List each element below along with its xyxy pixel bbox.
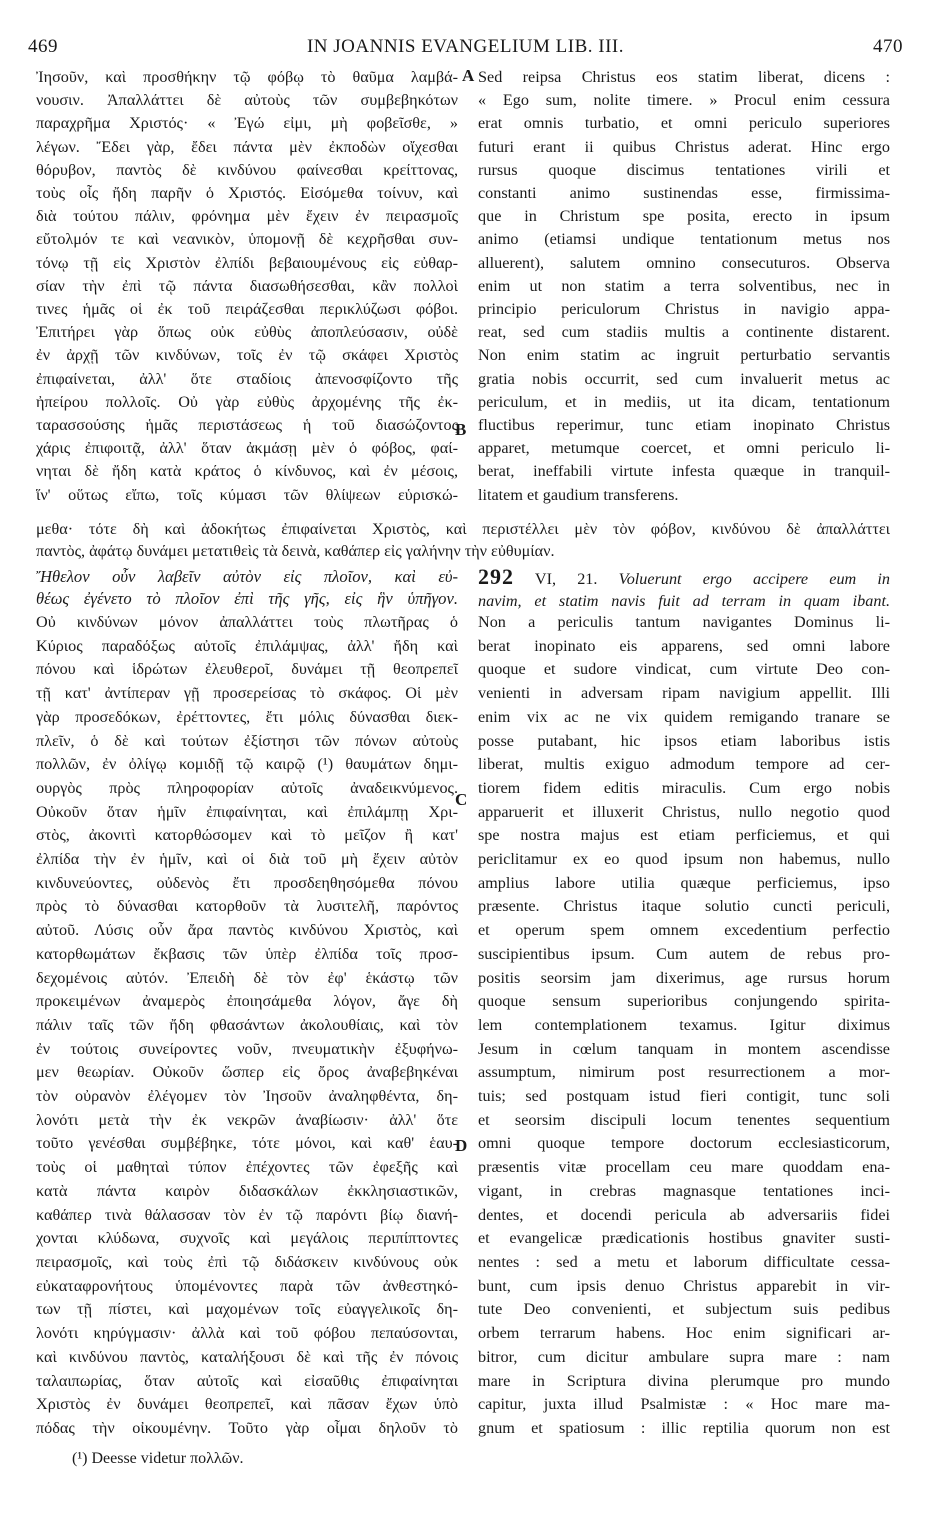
text-line: ἠπείρου πολλοῖς. Οὐ γὰρ εὐθὺς ἀρχομένης τῆς ἐκ- — [36, 392, 458, 411]
text-line: κατὰ πάντα καιρὸν διδασκάλων ἐκκλησιαστικῶν, — [36, 1181, 458, 1200]
text-line: rursus quoque discimus tentationes virili et — [478, 160, 890, 179]
text-line: enim ut non statim a terra solventibus, nec in — [478, 276, 890, 295]
text-line: fluctibus reperimur, tunc etiam inopinato Christus — [478, 416, 890, 435]
greek-lemma-line: Ἤθελον οὖν λαβεῖν αὐτὸν εἰς πλοῖον, καὶ εὐ- — [36, 567, 458, 586]
text-line: δεχομένοις αὐτόν. Ἐπειδὴ δὲ τὸν ἐφ' ἑκάστῳ τῶν — [36, 968, 458, 987]
text-line: periclitamur ex eo quod ipsum non habemus, nullo — [478, 850, 890, 869]
text-line: gratia nobis occurrit, sed cum invaluerit metus ac — [478, 369, 890, 388]
text-line: præsentis vitæ procellam ceu mare quoddam ena- — [478, 1158, 890, 1177]
greek-lemma — [36, 566, 458, 610]
text-line: ἵν' οὕτως εἴπω, τοῖς κύμασι τῶν θλίψεων εὑρισκώ- — [36, 485, 458, 504]
text-line: Ἰησοῦν, καὶ προσθήκην τῷ φόβῳ τὸ θαῦμα λαμβά- — [36, 68, 458, 86]
text-line: alluerent), salutem omnino consecuturos. Observa — [478, 253, 890, 272]
text-line: εὐκαταφρονήτους ὑπομένοντες παρὰ τῶν ἀνθεστηκό- — [36, 1276, 458, 1295]
text-line: Κύριος παραδόξως αὐτοῖς ἐπιλάμψας, ἀλλ' ἤδη καὶ — [36, 636, 458, 655]
text-line: constanti animo sustinendas esse, firmissima- — [478, 184, 890, 203]
text-line: tuis; sed postquam istud fieri contigit, tunc soli — [478, 1087, 890, 1106]
text-line: tute Deo convenienti, et subjectum suis pedibus — [478, 1300, 890, 1319]
text-line: vigant, in crebras magnasque tentationes inci- — [478, 1181, 890, 1200]
text-line: ταρασσούσης ἡμᾶς περιστάσεως ἡ τοῦ διασώζοντος — [36, 416, 458, 435]
text-line: προκειμένων ἀναμερὸς ἐποιησάμεθα λόγον, ἄγε δὴ — [36, 992, 458, 1011]
latin-lemma-line — [478, 566, 890, 590]
latin-lemma — [478, 566, 890, 612]
text-line: enim vix ac ne vix quidem remigando tranare se — [478, 707, 890, 726]
text-line: τόνῳ τῇ εἰς Χριστὸν ἐλπίδι βεβαιουμένους εἰς εὐθαρ- — [36, 253, 458, 272]
latin-column-bottom — [478, 611, 890, 1441]
text-line: periculum, et in mediis, ut ita dicam, tentationum — [478, 392, 890, 411]
text-line: πλεῖν, ὁ δὲ καὶ τούτων ἐξίστησι τῶν πόνων αὐτοὺς — [36, 731, 458, 750]
greek-full-width-lines — [36, 518, 890, 562]
text-line: λέγων. Ἔδει γὰρ, ἔδει πάντα μὲν ἐκποδὼν οἴχεσθαι — [36, 137, 458, 156]
text-line: θόρυβον, παντὸς δὲ κινδύνου φαίνεσθαι κρείττονας, — [36, 160, 458, 179]
text-line: lem contemplationem texamus. Igitur diximus — [478, 1015, 890, 1034]
text-line: suscipientibus ipsum. Cum autem de rebus pro- — [478, 944, 890, 963]
text-line: nentes : sed a metu et laborum difficultate cessa- — [478, 1252, 890, 1271]
text-line: principio periculorum Christus in navigio appa- — [478, 300, 890, 319]
text-line: « Ego sum, nolite timere. » Procul enim cessura — [478, 91, 890, 110]
text-line: dentes, et docendi pericula ab adversariis fidei — [478, 1205, 890, 1224]
text-line: τοῦτο γενέσθαι συμβέβηκε, τότε μόνοι, καὶ καθ' ἑαυ- — [36, 1134, 458, 1153]
text-line: et operum spem omnem excedentium perfectio — [478, 921, 890, 940]
text-line: apparuerit et illuxerit Christus, nullo negotio quod — [478, 802, 890, 821]
text-line: ἐλπίδα τὴν ἐν ἡμῖν, καὶ οἱ διὰ τοῦ μὴ ἔχειν αὐτὸν — [36, 850, 458, 869]
text-line: omni quoque tempore doctorum ecclesiasticorum, — [478, 1134, 890, 1153]
text-line: καὶ κινδύνου παντὸς, καταλήξουσι δὲ καὶ τῆς ἐν πόνοις — [36, 1347, 458, 1366]
latin-column-top — [478, 66, 890, 507]
verse-reference: VI, 21. — [534, 570, 598, 588]
text-line: animo (etiamsi undique tentationum metus nos — [478, 230, 890, 249]
text-line: litatem et gaudium transferens. — [478, 485, 679, 504]
text-line: των τῇ πίστει, καὶ μαχομένων τοῖς εὐαγγελικοῖς δη- — [36, 1300, 458, 1319]
text-line: αὐτοῦ. Λύσις οὖν ἄρα παντὸς κινδύνου Χριστὸς, καὶ — [36, 921, 458, 940]
text-line: πάλιν ταῖς τῶν ἤδη φθασάντων ἀκολουθίαις, καὶ τὸν — [36, 1015, 458, 1034]
text-line: πολλῶν, ἐν ὀλίγῳ κομιδῇ τῷ καιρῷ (¹) θαυμάτων δημι- — [36, 755, 458, 774]
text-line: εὔτολμόν τε καὶ νεανικὸν, ὑπομονῇ δὲ κεχρῆσθαι συν- — [36, 230, 458, 249]
text-line: erat omnis turbatio, et omni periculo superiores — [478, 114, 890, 133]
margin-letter-c: C — [455, 790, 468, 809]
text-line: τοὺς οἷς ἤδη παρῆν ὁ Χριστός. Εἰσόμεθα τοίνυν, καὶ — [36, 184, 458, 203]
text-line: νηται δὲ ἤδη κατὰ κράτος ὁ κίνδυνος, καὶ ἐν μέσοις, — [36, 462, 458, 481]
text-line: μεθα· τότε δὴ καὶ ἀδοκήτως ἐπιφαίνεται Χριστὸς, καὶ περιστέλλει μὲν τὸν φόβον, κινδύνου δὲ ἀπαλλάττει — [36, 520, 890, 538]
text-line: berat inopinato eis apparens, sed omni labore — [478, 636, 890, 655]
text-line: reat, sed cum stadiis multis a continente distarent. — [478, 323, 890, 342]
text-line: gnum et spatiosum : illic reptilia quorum non est — [478, 1418, 890, 1437]
text-line: ἐπιφαίνεται, ἀλλ' ὅτε σταδίοις ἀπενοσφίζοντο τῆς — [36, 369, 458, 388]
text-line: τοὺς οἱ μαθηταὶ τύπον ἐπέχοντες τῶν ἐφεξῆς καὶ — [36, 1158, 458, 1177]
text-line: posse putabant, hic ipsos etiam laboribus istis — [478, 731, 890, 750]
text-line: Χριστὸς ἐν δυνάμει θεοπρεπεῖ, καὶ πᾶσαν ἔχων ὑπὸ — [36, 1395, 458, 1414]
footnote: (¹) Deesse videtur πολλῶν. — [72, 1450, 244, 1467]
text-line: bunt, cum ipsis denuo Christus apparebit in vir- — [478, 1276, 890, 1295]
text-line: Οὐ κινδύνων μόνον ἀπαλλάττει τοὺς πλωτῆρας ὁ — [36, 613, 458, 631]
text-line: Non a periculis tantum navigantes Dominus li- — [478, 613, 890, 631]
text-line: ἐν ἀρχῇ τῶν κινδύνων, τοῖς ἐν τῷ σκάφει Χριστὸς — [36, 346, 458, 365]
text-line: quoque sensum superioribus conjungendo spirita- — [478, 992, 890, 1011]
text-line: mare in Scriptura divina plerumque pro mundo — [478, 1371, 890, 1390]
text-line: κατορθωμάτων ἔκβασις τῶν ὑπὲρ ἐλπίδα τοῖς προσ- — [36, 944, 458, 963]
text-line: apparet, metumque coercet, et omni periculo li- — [478, 439, 890, 458]
text-line: καθάπερ τινὰ θάλασσαν τὸν ἐν τῷ παρόντι βίῳ διανή- — [36, 1205, 458, 1224]
text-line: berat, ineffabili virtute infesta quæque in tranquil- — [478, 462, 890, 481]
text-line: διὰ τούτου πάλιν, φρόνημα μὲν ἔχειν ἐν πειρασμοῖς — [36, 207, 458, 226]
text-line: liberat, multis exiguo admodum tempore ad cer- — [478, 755, 890, 774]
text-line: παντὸς, ἀφάτῳ δυνάμει μετατιθεὶς τὰ δεινὰ, καθάπερ εἰς γαλήνην τὴν εὐθυμίαν. — [36, 542, 555, 560]
section-number: 292 — [478, 564, 514, 589]
text-line: νουσιν. Ἀπαλλάττει δὲ αὐτοὺς τῶν συμβεβηκότων — [36, 91, 458, 110]
margin-letter-d: D — [455, 1136, 468, 1155]
text-line: χάρις ἐπιφοιτᾷ, ἀλλ' ὅταν ἀκμάσῃ μὲν ὁ φόβος, φαί- — [36, 439, 458, 458]
running-header — [28, 36, 903, 58]
greek-lemma-line: θέως ἐγένετο τὸ πλοῖον ἐπὶ τῆς γῆς, εἰς ἣν ὑπῆγον. — [36, 589, 458, 608]
margin-letter-b: B — [455, 420, 467, 439]
greek-column-top — [36, 66, 458, 507]
text-line: bitror, cum dicitur ambulare supra mare : nam — [478, 1347, 890, 1366]
text-line: quoque et sudore vindicat, cum virtute Deo con- — [478, 660, 890, 679]
text-line: πρὸς τὸ δύνασθαι κατορθοῦν τὰ λυσιτελῆ, παρόντος — [36, 897, 458, 916]
latin-lemma-line: navim, et statim navis fuit ad terram in quam ibant. — [478, 592, 890, 610]
text-line: Non enim statim ac ingruit perturbatio servantis — [478, 346, 890, 365]
text-line: παραχρῆμα Χριστός· « Ἐγώ εἰμι, μὴ φοβεῖσθε, » — [36, 114, 458, 133]
text-line: et evangelicæ prædicationis hostibus gnaviter susti- — [478, 1229, 890, 1248]
text-line: τινες ἡμᾶς οἱ ἐκ τοῦ πειράζεσθαι περικλύζωσι φόβοι. — [36, 300, 458, 319]
text-line: τὸν οὐρανὸν ἐλέγομεν τὸν Ἰησοῦν ἀναληφθέντα, δη- — [36, 1087, 458, 1106]
text-line: πόνου καὶ ἱδρώτων ἐλευθεροῖ, δυνάμει τῇ θεοπρεπεῖ — [36, 660, 458, 679]
text-line: γὰρ προσεδόκων, ἐρέττοντες, ἔτι μόλις δύνασθαι διεκ- — [36, 707, 458, 726]
text-line: Οὐκοῦν ὅταν ἡμῖν ἐπιφαίνηται, καὶ ἐπιλάμπῃ Χρι- — [36, 802, 458, 821]
text-line: στὸς, ἀκονιτὶ κατορθώσομεν καὶ τὸ μεῖζον ἢ κατ' — [36, 826, 458, 845]
text-line: Ἐπιτήρει γὰρ ὅπως οὐκ εὐθὺς ἀποπλεύσασιν, οὐδὲ — [36, 323, 458, 342]
greek-column-bottom — [36, 611, 458, 1441]
text-line: χονται κλύδωνα, συχνοῖς καὶ μεγάλοις περιπίπτοντες — [36, 1229, 458, 1248]
text-line: spe nostra majus est etiam perficiemus, et qui — [478, 826, 890, 845]
text-line: præsente. Christus itaque solutio cuncti periculi, — [478, 897, 890, 916]
text-line: positis seorsim jam dixerimus, age rursus horum — [478, 968, 890, 987]
text-line: assumptum, nimirum post resurrectionem a mor- — [478, 1063, 890, 1082]
text-line: Sed reipsa Christus eos statim liberat, dicens : — [478, 68, 890, 86]
text-line: λονότι μετὰ τὴν ἐκ νεκρῶν ἀναβίωσιν· ἀλλ' ὅτε — [36, 1110, 458, 1129]
text-line: πειρασμοῖς, καὶ τοὺς ἐπὶ τῷ διδάσκειν κινδύνους οὐκ — [36, 1252, 458, 1271]
text-line: ουργὸς πρὸς πληροφορίαν αὐτοῖς ἀναδεικνύμενος. — [36, 778, 458, 797]
text-line: τῇ κατ' ἀντίπεραν γῇ προσερείσας τὸ σκάφος. Οἱ μὲν — [36, 684, 458, 703]
text-line: Jesum in cœlum tanquam in montem ascendisse — [478, 1039, 890, 1058]
page-number-left: 469 — [28, 36, 58, 57]
page-number-right: 470 — [873, 36, 903, 57]
text-line: orbem terrarum habens. Hoc enim significari ar- — [478, 1324, 890, 1343]
latin-lemma-text: Voluerunt ergo accipere eum in — [618, 570, 890, 588]
text-line: σίαν τὴν ἐπὶ τῷ πάντα διασωθήσεσθαι, κἂν πολλοὶ — [36, 276, 458, 295]
text-line: venienti in adversam ripam navigium appellit. Illi — [478, 684, 890, 703]
text-line: futuri erant ii quibus Christus aderat. Hinc ergo — [478, 137, 890, 156]
text-line: πόδας τὴν οἰκουμένην. Τοῦτο γὰρ οἶμαι δηλοῦν τὸ — [36, 1418, 458, 1437]
text-line: que in Christum spe posita, erecto in ipsum — [478, 207, 890, 226]
text-line: ταλαιπωρίας, ὅταν αὐτοῖς καὶ εἰσαῦθις ἐπιφαίνηται — [36, 1371, 458, 1390]
text-line: amplius labore utilia quæque perficiemus, ipso — [478, 873, 890, 892]
text-line: μεν θεωρίαν. Οὐκοῦν ὥσπερ εἰς ὄρος ἀναβεβηκέναι — [36, 1063, 458, 1082]
text-line: ἐν τούτοις συνείροντες νοῦν, πνευματικὴν ἐξυφήνω- — [36, 1039, 458, 1058]
margin-letter-a: A — [462, 66, 475, 85]
text-line: capitur, juxta illud Psalmistæ : « Hoc mare ma- — [478, 1395, 890, 1414]
text-line: κινδυνεύοντες, οὐδενὸς ἔτι προσδεηθησόμεθα πόνου — [36, 873, 458, 892]
text-line: tiorem fidem editis miraculis. Cum ergo nobis — [478, 778, 890, 797]
text-line: λονότι κηρύγμασιν· ἀλλὰ καὶ τοῦ φόβου πεπαύσονται, — [36, 1324, 458, 1343]
running-title: IN JOANNIS EVANGELIUM LIB. III. — [306, 36, 624, 57]
text-line: et seorsim discipuli locum tenentes sequentium — [478, 1110, 890, 1129]
